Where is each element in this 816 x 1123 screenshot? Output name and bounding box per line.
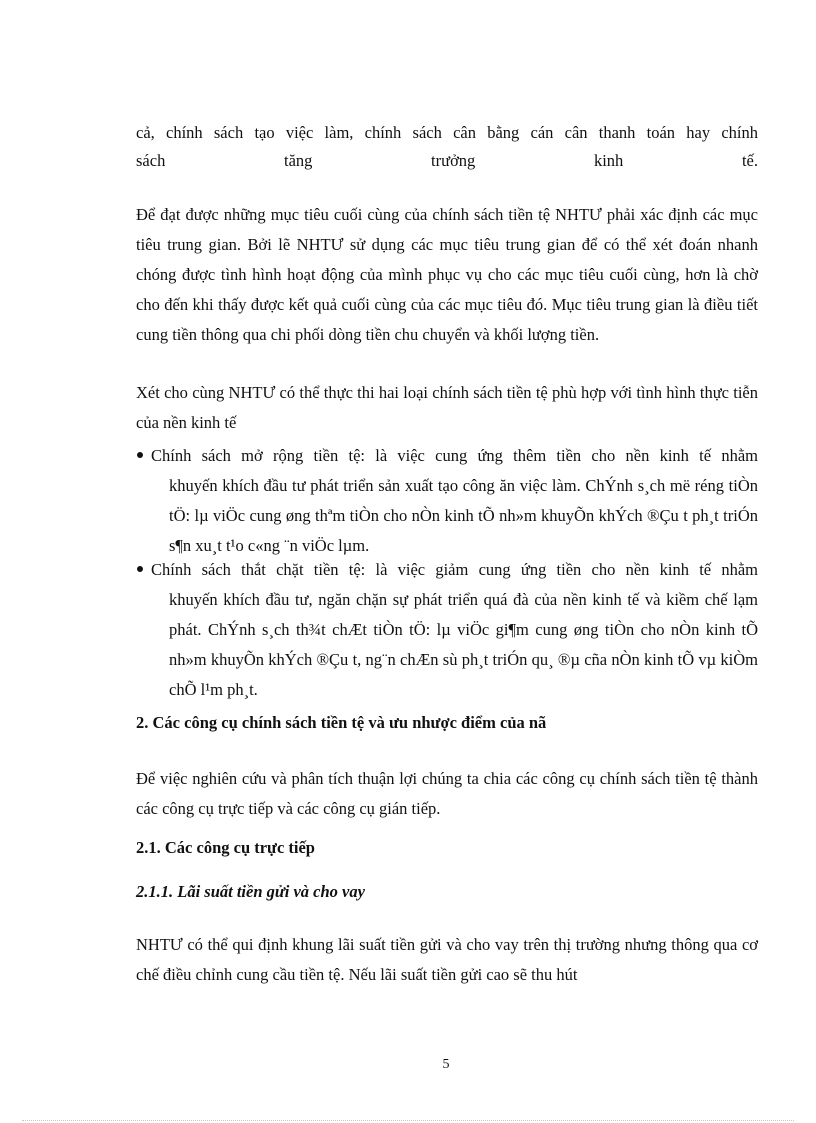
bullet-continuation: khuyến khích đầu tư phát triển sản xuất tạo công ăn việc làm. ChÝnh s¸ch më réng tiÒn tÖ: lµ viÖc cung øng thªm tiÒn cho nÒn kinh tÕ nh»m khuyÕn khÝch ®Çu t ph¸t triÓn s¶n xu¸t t¹o c«ng ¨n viÖc lµm. — [169, 476, 758, 555]
page-number: 5 — [442, 1057, 450, 1072]
paragraph-line: cả, chính sách tạo việc làm, chính sách cân bằng cán cân thanh toán hay chính — [136, 123, 758, 142]
bullet-first-line: Chính sách mở rộng tiền tệ: là việc cung ứng thêm tiền cho nền kinh tế nhằm — [151, 446, 758, 465]
page-border — [22, 1120, 794, 1121]
paragraph: Để việc nghiên cứu và phân tích thuận lợi chúng ta chia các công cụ chính sách tiền tệ thành các công cụ trực tiếp và các công cụ gián tiếp. — [136, 769, 758, 818]
paragraph-line: sách tăng trưởng kinh tế. — [136, 151, 758, 170]
bullet-icon — [136, 441, 150, 471]
subsubsection-heading: 2.1.1. Lãi suất tiền gửi và cho vay — [136, 882, 365, 901]
paragraph: Để đạt được những mục tiêu cuối cùng của chính sách tiền tệ NHTƯ phải xác định các mục tiêu trung gian. Bởi lẽ NHTƯ sử dụng các mục tiêu trung gian để có thể xét đoán nhanh chóng được tình hình hoạt động của mình phục vụ cho các mục tiêu cuối cùng, hơn là chờ cho đến khi thấy được kết quả cuối cùng của các mục tiêu đó. Mục tiêu trung gian là điều tiết cung tiền thông qua chi phối dòng tiền chu chuyển và khối lượng tiền. — [136, 205, 758, 344]
bullet-continuation: khuyến khích đầu tư, ngăn chặn sự phát triển quá đà của nền kinh tế và kiềm chế lạm phát. ChÝnh s¸ch th¾t chÆt tiÒn tÖ: lµ viÖc gi¶m cung øng tiÒn cho nÒn kinh tÕ nh»m khuyÕn khÝch ®Çu t, ng¨n chÆn sù ph¸t triÓn qu¸ ®µ cña nÒn kinh tÕ vµ kiÒm chÕ l¹m ph¸t. — [169, 590, 758, 699]
section-heading: 2. Các công cụ chính sách tiền tệ và ưu nhược điểm của nã — [136, 713, 547, 732]
bullet-first-line: Chính sách thắt chặt tiền tệ: là việc giảm cung ứng tiền cho nền kinh tế nhằm — [151, 560, 758, 579]
paragraph: Xét cho cùng NHTƯ có thể thực thi hai loại chính sách tiền tệ phù hợp với tình hình thực tiễn của nền kinh tế — [136, 383, 758, 432]
subsection-heading: 2.1. Các công cụ trực tiếp — [136, 838, 315, 857]
bullet-icon — [136, 555, 150, 585]
paragraph: NHTƯ có thể qui định khung lãi suất tiền gửi và cho vay trên thị trường nhưng thông qua cơ chế điều chỉnh cung cầu tiền tệ. Nếu lãi suất tiền gửi cao sẽ thu hút — [136, 935, 758, 984]
